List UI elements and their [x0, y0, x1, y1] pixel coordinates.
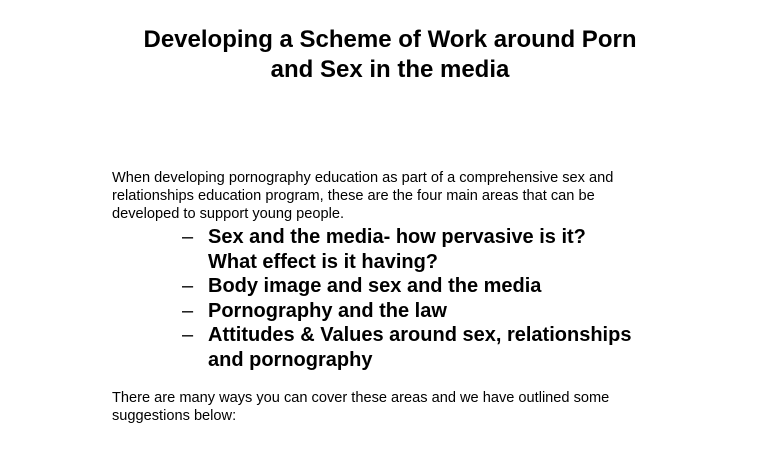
list-item-attitudes-values [182, 323, 631, 372]
title-line: and Sex in the media [270, 56, 510, 83]
title-line: Developing a Scheme of Work around Porn [143, 26, 637, 53]
main-areas-list [182, 225, 631, 372]
list-item-line: Body image and sex and the media [208, 275, 542, 297]
list-item-pornography-and-law [182, 299, 631, 324]
outro-line: suggestions below: [112, 408, 237, 424]
dash-bullet: – [182, 226, 194, 248]
outro-paragraph [112, 389, 692, 425]
intro-paragraph [112, 169, 692, 223]
dash-bullet: – [182, 275, 194, 297]
list-item-line: What effect is it having? [208, 250, 439, 273]
list-item-line: Attitudes & Values around sex, relationships [208, 324, 632, 346]
intro-line: developed to support young people. [112, 206, 345, 222]
list-item-sex-and-media [182, 225, 631, 274]
outro-line: There are many ways you can cover these areas and we have outlined some [112, 390, 610, 406]
list-item-line: Pornography and the law [208, 299, 447, 322]
list-item-line: and pornography [208, 348, 373, 371]
list-item-line: Sex and the media- how pervasive is it? [208, 226, 586, 248]
document-title [0, 25, 780, 85]
intro-line: relationships education program, these are the four main areas that can be [112, 188, 595, 204]
intro-line: When developing pornography education as part of a comprehensive sex and [112, 170, 614, 186]
dash-bullet: – [182, 324, 194, 346]
list-item-body-image [182, 274, 631, 299]
dash-bullet: – [182, 299, 194, 322]
